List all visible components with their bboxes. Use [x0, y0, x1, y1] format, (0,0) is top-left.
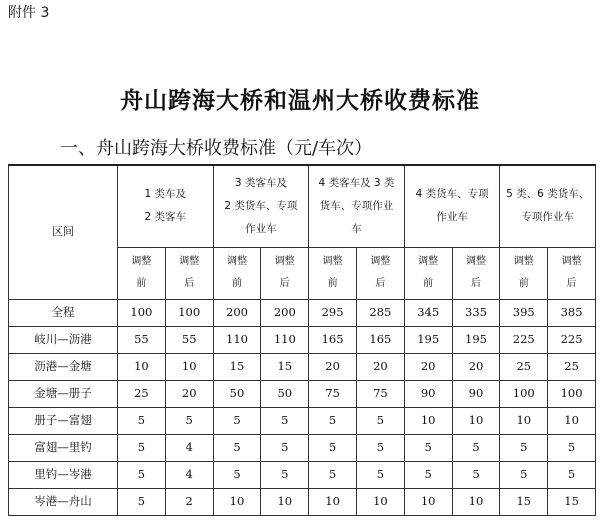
region-cell: 富翅—里钓 — [9, 434, 118, 461]
after-line2: 后 — [470, 278, 481, 290]
table-row — [9, 488, 596, 515]
toll-value-cell: 5 — [165, 407, 213, 434]
toll-value-cell: 55 — [165, 326, 213, 353]
group-header-1-line1: 1 类车及 — [144, 188, 187, 201]
toll-value-cell: 200 — [261, 299, 309, 326]
annex-label: 附件 3 — [8, 5, 50, 21]
toll-value-cell: 5 — [500, 461, 548, 488]
toll-value-cell: 15 — [500, 488, 548, 515]
toll-value-cell: 4 — [165, 434, 213, 461]
toll-value-cell: 5 — [404, 434, 452, 461]
region-cell: 岑港—舟山 — [9, 488, 118, 515]
region-cell: 全程 — [9, 299, 118, 326]
before-line1: 调整 — [131, 256, 152, 268]
toll-value-cell: 75 — [356, 380, 404, 407]
toll-value-cell: 5 — [309, 407, 357, 434]
toll-value-cell: 20 — [452, 353, 500, 380]
group-header-3 — [309, 165, 405, 247]
after-line1: 调整 — [370, 256, 391, 268]
group-header-3-line2: 货车、专项作业 — [319, 199, 394, 212]
toll-value-cell: 5 — [118, 407, 166, 434]
table-body — [9, 299, 596, 515]
before-line1: 调整 — [226, 256, 247, 268]
group-header-1-line2: 2 类客车 — [144, 211, 187, 224]
toll-value-cell: 5 — [309, 461, 357, 488]
after-line1: 调整 — [465, 256, 486, 268]
table-row — [9, 461, 596, 488]
toll-value-cell: 55 — [118, 326, 166, 353]
after-line2: 后 — [566, 278, 577, 290]
toll-value-cell: 5 — [452, 461, 500, 488]
before-line2: 前 — [423, 278, 434, 290]
after-line1: 调整 — [561, 256, 582, 268]
region-cell: 里钓—岑港 — [9, 461, 118, 488]
table-row — [9, 326, 596, 353]
toll-value-cell: 5 — [356, 434, 404, 461]
table-row — [9, 434, 596, 461]
toll-value-cell: 5 — [500, 434, 548, 461]
region-cell: 金塘—册子 — [9, 380, 118, 407]
toll-value-cell: 100 — [500, 380, 548, 407]
after-header — [452, 247, 500, 299]
before-header — [118, 247, 166, 299]
before-line1: 调整 — [418, 256, 439, 268]
toll-value-cell: 225 — [548, 326, 596, 353]
before-header — [309, 247, 357, 299]
toll-value-cell: 15 — [213, 353, 261, 380]
toll-value-cell: 100 — [118, 299, 166, 326]
toll-value-cell: 5 — [118, 488, 166, 515]
toll-value-cell: 50 — [213, 380, 261, 407]
toll-value-cell: 5 — [118, 461, 166, 488]
after-header — [356, 247, 404, 299]
toll-value-cell: 335 — [452, 299, 500, 326]
toll-value-cell: 200 — [213, 299, 261, 326]
toll-value-cell: 5 — [356, 461, 404, 488]
before-line2: 前 — [231, 278, 242, 290]
toll-value-cell: 100 — [548, 380, 596, 407]
toll-value-cell: 10 — [452, 488, 500, 515]
toll-value-cell: 5 — [213, 461, 261, 488]
before-line2: 前 — [518, 278, 529, 290]
toll-value-cell: 285 — [356, 299, 404, 326]
region-cell: 岐川—沥港 — [9, 326, 118, 353]
before-header — [404, 247, 452, 299]
toll-value-cell: 5 — [452, 434, 500, 461]
toll-value-cell: 110 — [261, 326, 309, 353]
toll-value-cell: 25 — [118, 380, 166, 407]
document-title: 舟山跨海大桥和温州大桥收费标准 — [120, 87, 480, 114]
after-header — [548, 247, 596, 299]
toll-value-cell: 2 — [165, 488, 213, 515]
region-cell: 沥港—金塘 — [9, 353, 118, 380]
group-header-5 — [500, 165, 596, 247]
after-header — [165, 247, 213, 299]
after-line2: 后 — [279, 278, 290, 290]
toll-value-cell: 5 — [548, 434, 596, 461]
toll-value-cell: 10 — [309, 488, 357, 515]
toll-value-cell: 20 — [404, 353, 452, 380]
toll-value-cell: 10 — [356, 488, 404, 515]
toll-value-cell: 5 — [118, 434, 166, 461]
group-header-2-line1: 3 类客车及 — [234, 176, 287, 189]
before-line2: 前 — [327, 278, 338, 290]
toll-value-cell: 100 — [165, 299, 213, 326]
group-header-5-line1: 5 类、6 类货车、 — [506, 188, 590, 201]
toll-value-cell: 10 — [500, 407, 548, 434]
toll-value-cell: 10 — [404, 407, 452, 434]
group-header-2-line3: 作业车 — [245, 222, 277, 235]
before-line1: 调整 — [322, 256, 343, 268]
toll-value-cell: 20 — [309, 353, 357, 380]
toll-value-cell: 5 — [309, 434, 357, 461]
toll-value-cell: 10 — [548, 407, 596, 434]
toll-value-cell: 5 — [356, 407, 404, 434]
table-row — [9, 353, 596, 380]
group-header-5-line2: 专项作业车 — [521, 211, 574, 224]
toll-value-cell: 165 — [356, 326, 404, 353]
toll-value-cell: 10 — [213, 488, 261, 515]
header-row-groups — [9, 165, 596, 247]
toll-value-cell: 5 — [261, 434, 309, 461]
toll-value-cell: 5 — [404, 461, 452, 488]
toll-value-cell: 10 — [118, 353, 166, 380]
section-subtitle: 一、舟山跨海大桥收费标准（元/车次） — [60, 138, 373, 159]
toll-value-cell: 20 — [165, 380, 213, 407]
toll-value-cell: 10 — [165, 353, 213, 380]
group-header-4 — [404, 165, 500, 247]
toll-value-cell: 5 — [213, 434, 261, 461]
toll-value-cell: 225 — [500, 326, 548, 353]
after-header — [261, 247, 309, 299]
after-line1: 调整 — [274, 256, 295, 268]
toll-value-cell: 75 — [309, 380, 357, 407]
toll-value-cell: 110 — [213, 326, 261, 353]
region-header: 区间 — [9, 165, 118, 299]
toll-value-cell: 395 — [500, 299, 548, 326]
toll-value-cell: 195 — [452, 326, 500, 353]
after-line2: 后 — [184, 278, 195, 290]
toll-value-cell: 10 — [452, 407, 500, 434]
toll-value-cell: 10 — [261, 488, 309, 515]
toll-value-cell: 15 — [261, 353, 309, 380]
group-header-2 — [213, 165, 309, 247]
before-line2: 前 — [136, 278, 147, 290]
group-header-3-line1: 4 类客车及 3 类 — [318, 176, 395, 189]
toll-value-cell: 15 — [548, 488, 596, 515]
toll-value-cell: 25 — [548, 353, 596, 380]
before-line1: 调整 — [513, 256, 534, 268]
toll-value-cell: 385 — [548, 299, 596, 326]
group-header-2-line2: 2 类货车、专项 — [224, 199, 298, 212]
region-cell: 册子—富翅 — [9, 407, 118, 434]
after-line1: 调整 — [179, 256, 200, 268]
before-header — [213, 247, 261, 299]
toll-value-cell: 25 — [500, 353, 548, 380]
toll-value-cell: 5 — [261, 407, 309, 434]
toll-value-cell: 5 — [213, 407, 261, 434]
toll-table — [8, 164, 596, 516]
toll-value-cell: 90 — [452, 380, 500, 407]
toll-value-cell: 295 — [309, 299, 357, 326]
toll-value-cell: 345 — [404, 299, 452, 326]
toll-value-cell: 4 — [165, 461, 213, 488]
toll-value-cell: 20 — [356, 353, 404, 380]
after-line2: 后 — [375, 278, 386, 290]
group-header-4-line2: 作业车 — [436, 211, 468, 224]
toll-value-cell: 195 — [404, 326, 452, 353]
group-header-3-line3: 车 — [351, 222, 362, 235]
table-row — [9, 299, 596, 326]
table-row — [9, 407, 596, 434]
toll-value-cell: 10 — [404, 488, 452, 515]
before-header — [500, 247, 548, 299]
group-header-1 — [118, 165, 214, 247]
toll-value-cell: 5 — [261, 461, 309, 488]
toll-value-cell: 50 — [261, 380, 309, 407]
toll-value-cell: 90 — [404, 380, 452, 407]
table-row — [9, 380, 596, 407]
toll-value-cell: 5 — [548, 461, 596, 488]
toll-value-cell: 165 — [309, 326, 357, 353]
group-header-4-line1: 4 类货车、专项 — [415, 188, 489, 201]
